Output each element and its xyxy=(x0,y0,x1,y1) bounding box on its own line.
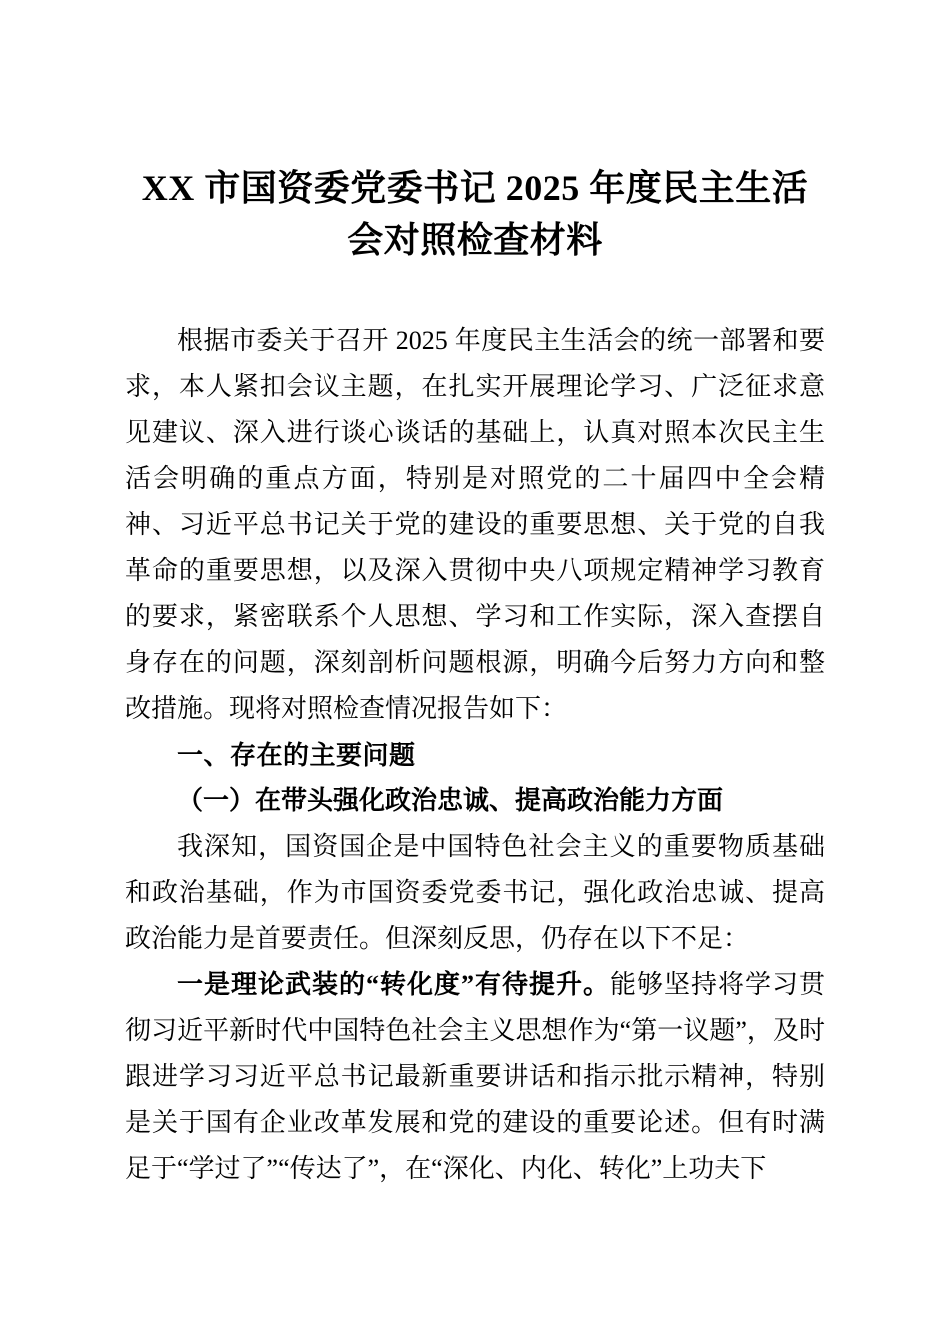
point-1-body: 能够坚持将学习贯彻习近平新时代中国特色社会主义思想作为“第一议题”，及时跟进学习习近平总书记最新重要讲话和指示批示精神，特别是关于国有企业改革发展和党的建设的重要论述。但有时满足于“学过了”“传达了”，在“深化、内化、转化”上功夫下 xyxy=(125,970,825,1184)
subsection-heading-1: （一）在带头强化政治忠诚、提高政治能力方面 xyxy=(177,786,724,816)
point-paragraph-1 xyxy=(125,962,825,1192)
subsection-paragraph: 我深知，国资国企是中国特色社会主义的重要物质基础和政治基础，作为市国资委党委书记，强化政治忠诚、提高政治能力是首要责任。但深刻反思，仍存在以下不足： xyxy=(125,832,825,954)
section-heading-1: 一、存在的主要问题 xyxy=(177,740,416,771)
point-1-lead: 一是理论武装的“转化度”有待提升。 xyxy=(177,970,610,1000)
document-title: XX 市国资委党委书记 2025 年度民主生活会对照检查材料 xyxy=(141,168,809,261)
intro-paragraph: 根据市委关于召开 2025 年度民主生活会的统一部署和要求，本人紧扣会议主题，在扎实开展理论学习、广泛征求意见建议、深入进行谈心谈话的基础上，认真对照本次民主生活会明确的重点方面，特别是对照党的二十届四中全会精神、习近平总书记关于党的建设的重要思想、关于党的自我革命的重要思想，以及深入贯彻中央八项规定精神学习教育的要求，紧密联系个人思想、学习和工作实际，深入查摆自身存在的问题，深刻剖析问题根源，明确今后努力方向和整改措施。现将对照检查情况报告如下： xyxy=(125,326,825,724)
